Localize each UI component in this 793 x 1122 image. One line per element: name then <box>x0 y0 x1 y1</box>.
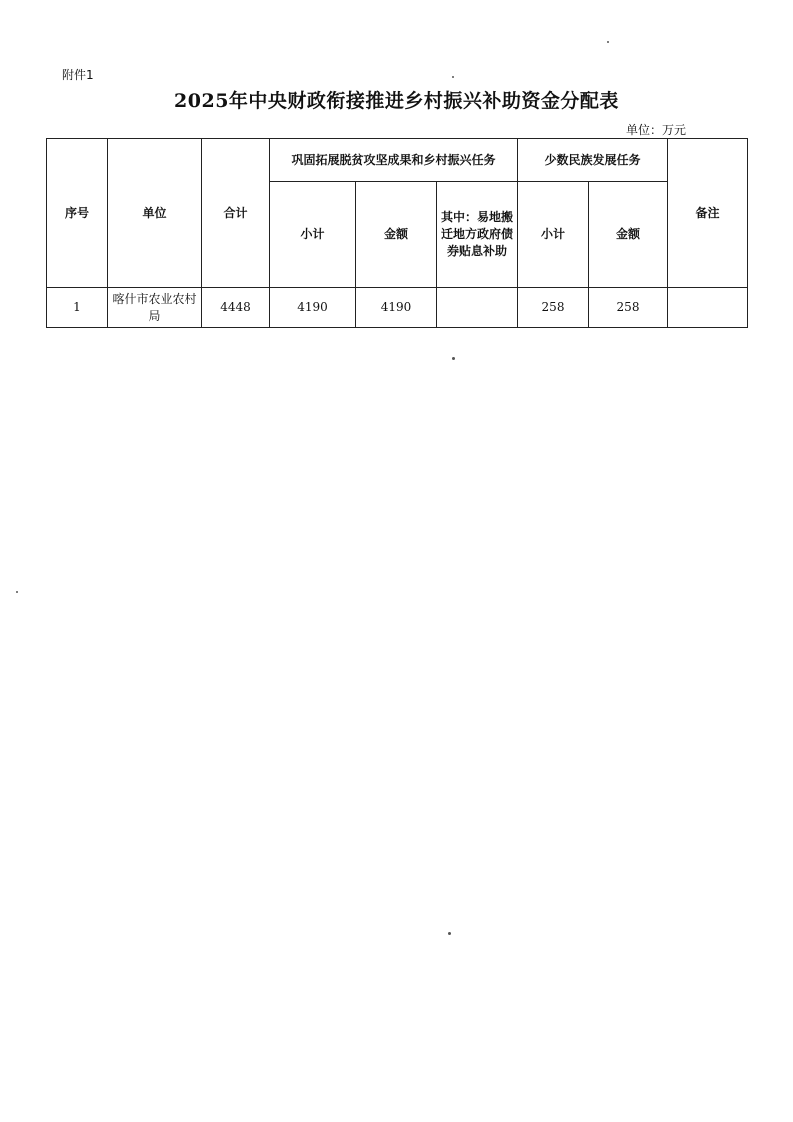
allocation-table <box>46 138 748 328</box>
header-unit: 单位 <box>108 139 202 288</box>
scan-speck <box>448 932 451 935</box>
scan-speck <box>452 76 454 78</box>
header-remarks: 备注 <box>668 139 748 288</box>
header-group2-subtotal: 小计 <box>518 182 589 288</box>
scan-speck <box>452 357 455 360</box>
cell-total: 4448 <box>202 288 270 328</box>
header-group1-subtotal: 小计 <box>270 182 356 288</box>
cell-group1-subtotal: 4190 <box>270 288 356 328</box>
scan-speck <box>607 41 609 43</box>
header-group1-relocation-subsidy: 其中：易地搬迁地方政府债券贴息补助 <box>437 182 518 288</box>
header-seq: 序号 <box>47 139 108 288</box>
cell-unit: 喀什市农业农村局 <box>108 288 202 328</box>
cell-seq: 1 <box>47 288 108 328</box>
header-total: 合计 <box>202 139 270 288</box>
header-group-poverty-revitalization: 巩固拓展脱贫攻坚成果和乡村振兴任务 <box>270 139 518 182</box>
unit-label: 单位：万元 <box>626 123 687 137</box>
header-group1-amount: 金额 <box>356 182 437 288</box>
cell-remarks <box>668 288 748 328</box>
header-group-ethnic-development: 少数民族发展任务 <box>518 139 668 182</box>
cell-group2-amount: 258 <box>589 288 668 328</box>
scan-speck <box>16 591 18 593</box>
attachment-label: 附件1 <box>62 68 94 82</box>
table-row <box>47 288 748 328</box>
cell-group1-amount: 4190 <box>356 288 437 328</box>
cell-group2-subtotal: 258 <box>518 288 589 328</box>
cell-group1-relocation-subsidy <box>437 288 518 328</box>
header-group2-amount: 金额 <box>589 182 668 288</box>
document-title: 2025年中央财政衔接推进乡村振兴补助资金分配表 <box>174 90 619 112</box>
